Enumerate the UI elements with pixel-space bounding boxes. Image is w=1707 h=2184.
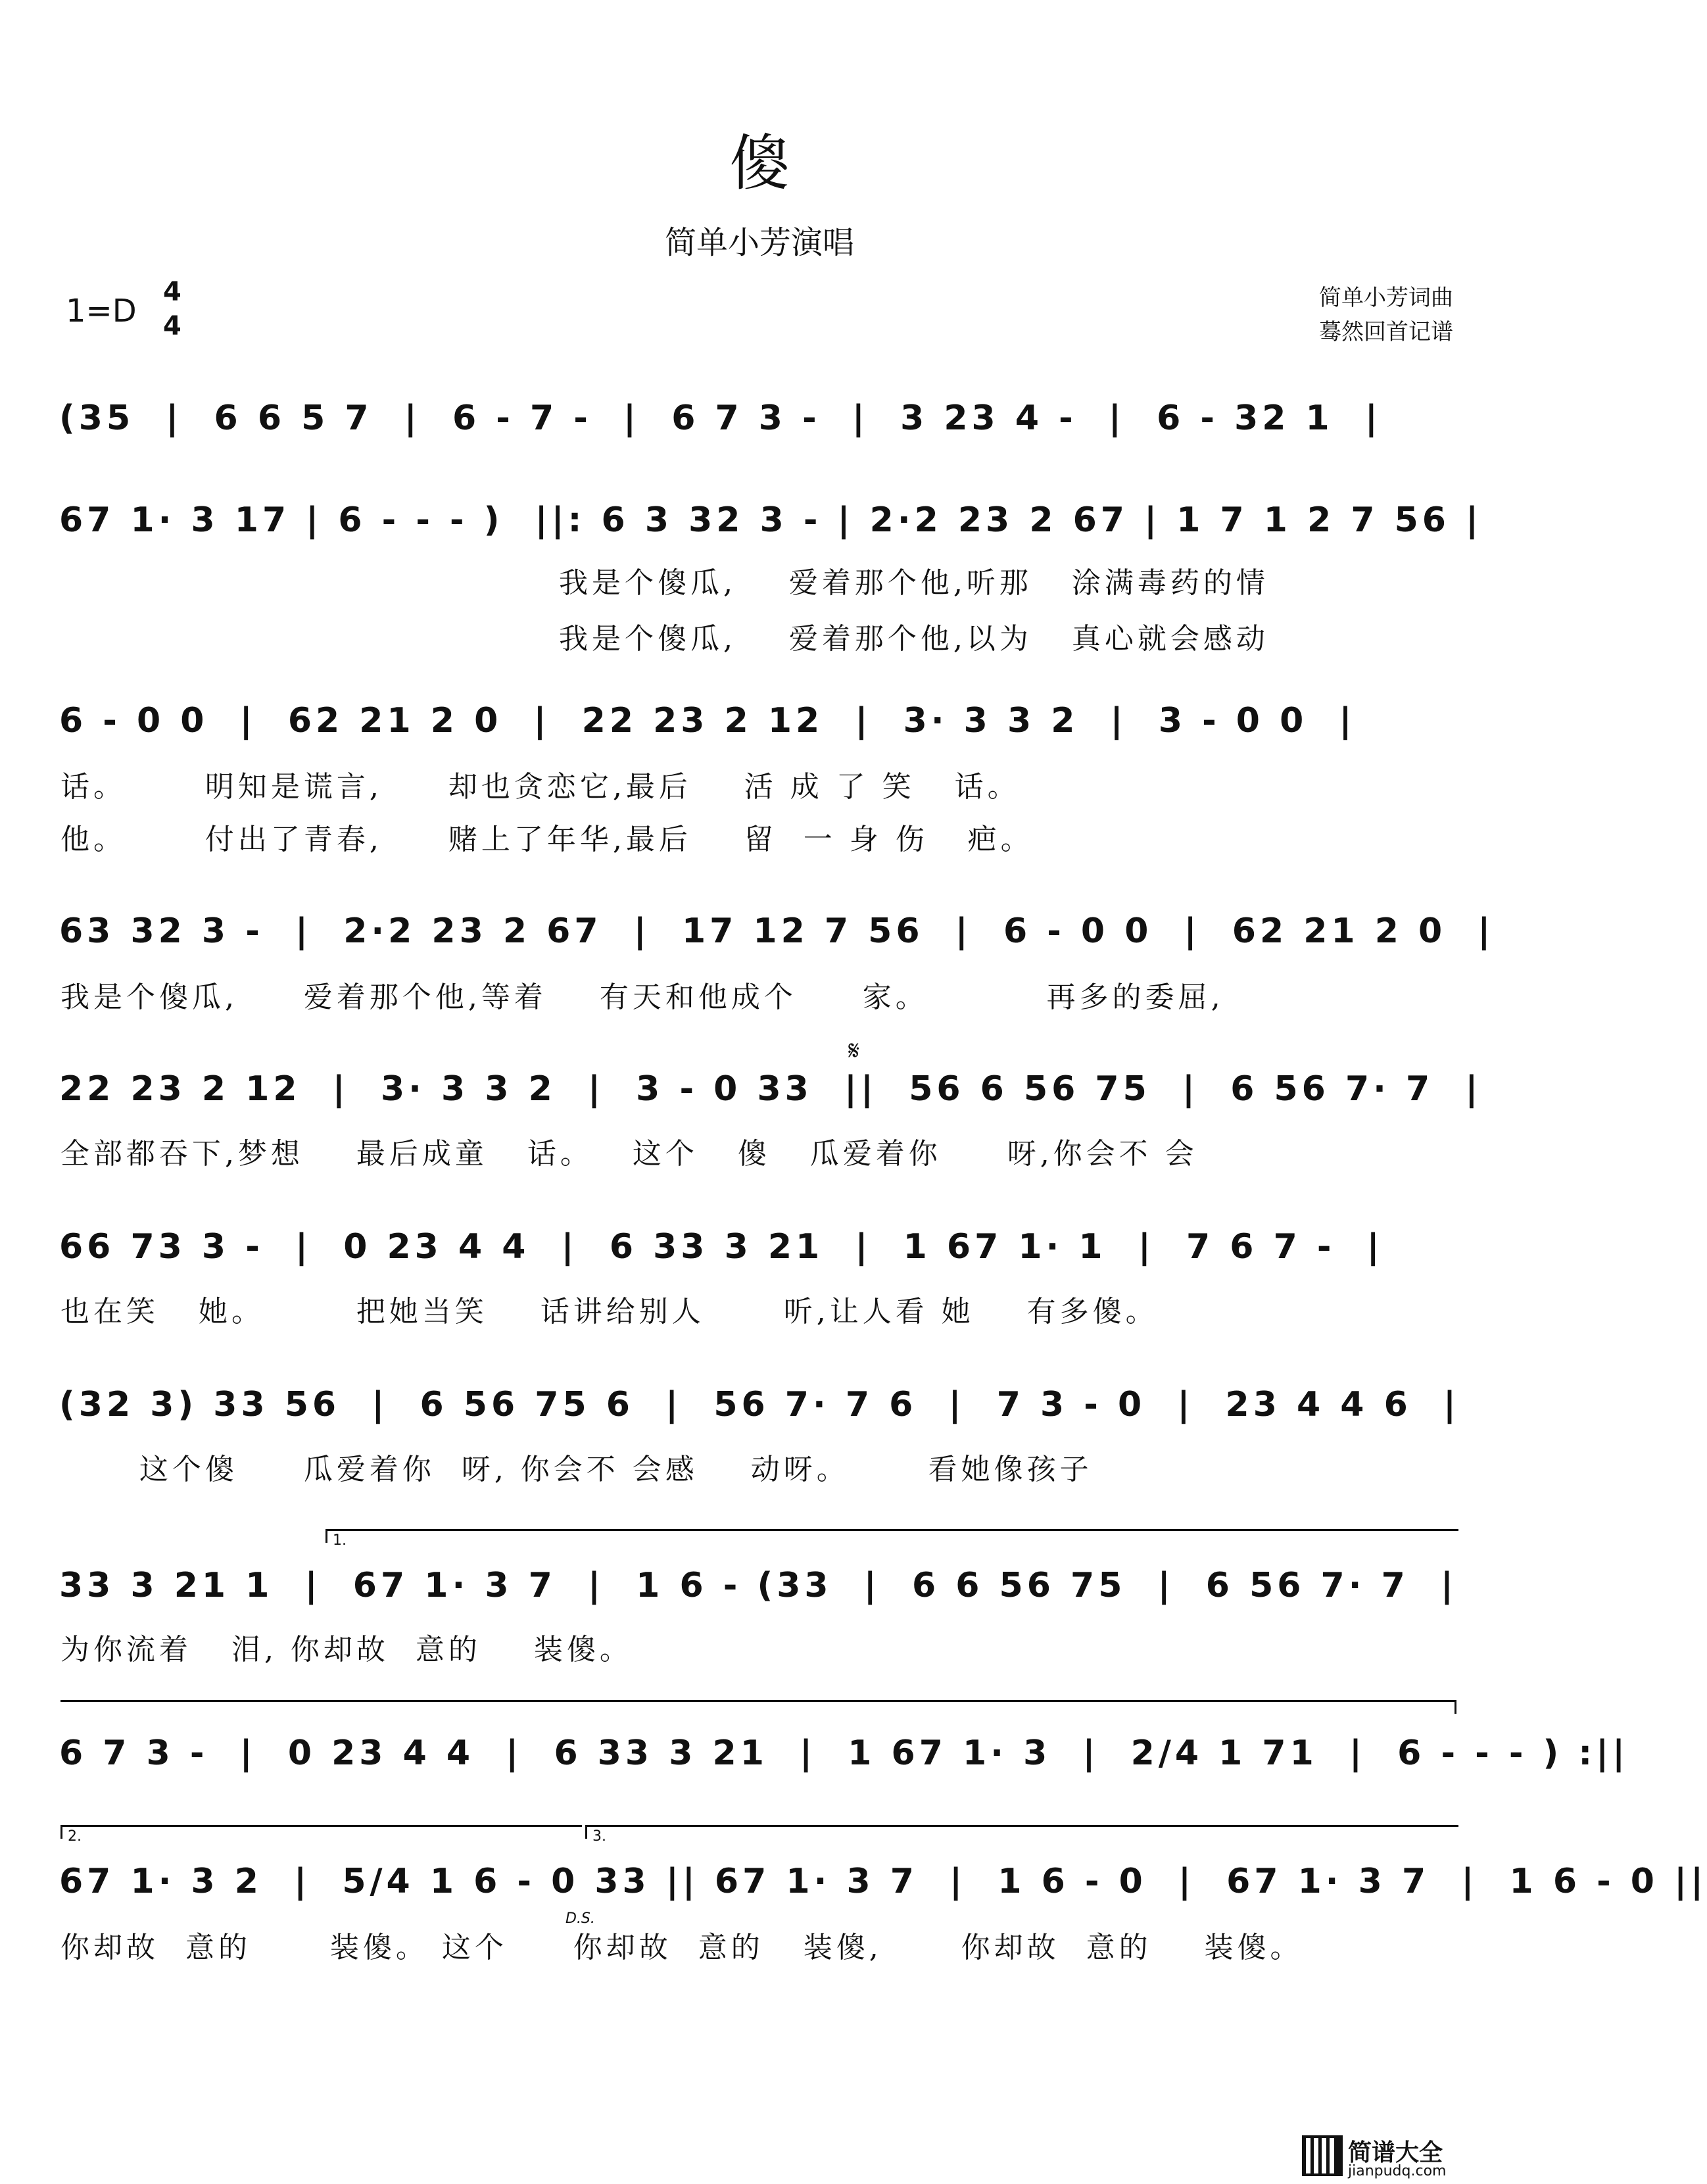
notes-line-6: 66 73 3 - | 0 23 4 4 | 6 33 3 21 | 1 67 1· 1 | 7 6 7 - | [59, 1227, 1383, 1267]
lyric-line-2a: 我是个傻瓜, 爱着那个他,听那 涂满毒药的情 [559, 566, 1269, 600]
staff-line-3 [59, 700, 1456, 741]
lyric-line-3b: 他。 付出了青春, 赌上了年华,最后 留 一 身 伤 疤。 [60, 823, 1034, 856]
lyric-line-7: 这个傻 瓜爱着你 呀, 你会不 会感 动呀。 看她像孩子 [60, 1453, 1093, 1486]
notes-line-4: 63 32 3 - | 2·2 23 2 67 | 17 12 7 56 | 6 - 0 0 | 62 21 2 0 | [59, 911, 1495, 951]
time-signature-bottom: 4 [163, 311, 181, 341]
singer-line: 简单小芳演唱 [664, 224, 854, 261]
staff-line-8 [59, 1565, 1456, 1606]
notes-line-1: (35 | 6 6 5 7 | 6 - 7 - | 6 7 3 - | 3 23 4 - | 6 - 32 1 | [59, 399, 1382, 438]
volta-3-bracket [585, 1825, 1458, 1845]
staff-line-1 [59, 398, 1456, 439]
credit-lyrics-music: 简单小芳词曲 [1319, 285, 1453, 311]
page-title: 傻 [729, 128, 790, 199]
staff-line-5 [59, 1069, 1482, 1109]
staff-line-4 [59, 911, 1495, 952]
staff-line-7 [59, 1384, 1460, 1425]
staff-line-6 [59, 1226, 1456, 1267]
credit-transcriber: 蓦然回首记谱 [1319, 319, 1453, 345]
notes-line-3: 6 - 0 0 | 62 21 2 0 | 22 23 2 12 | 3· 3 3 2 | 3 - 0 0 | [59, 701, 1356, 740]
piano-keys-icon [1302, 2135, 1343, 2176]
key-signature: 1=D [66, 293, 137, 329]
lyric-line-2b: 我是个傻瓜, 爱着那个他,以为 真心就会感动 [559, 622, 1269, 656]
logo-site: jianpudq.com [1348, 2163, 1447, 2179]
volta-2-label: 2. [68, 1828, 82, 1845]
time-signature-top: 4 [163, 277, 181, 307]
volta-1-label: 1. [333, 1532, 347, 1549]
staff-line-10 [59, 1861, 1707, 1902]
ds-mark: D.S. [565, 1910, 595, 1927]
lyric-line-10: 你却故 意的 装傻。 这个 你却故 意的 装傻, 你却故 意的 装傻。 [60, 1931, 1303, 1964]
lyric-line-6: 也在笑 她。 把她当笑 话讲给别人 听,让人看 她 有多傻。 [60, 1295, 1159, 1328]
lyric-line-4: 我是个傻瓜, 爱着那个他,等着 有天和他成个 家。 再多的委屈, [60, 981, 1224, 1014]
staff-line-2 [59, 500, 1483, 541]
notes-line-9: 6 7 3 - | 0 23 4 4 | 6 33 3 21 | 1 67 1· 3 | 2/4 1 71 | 6 - - - ) :|| [59, 1734, 1629, 1773]
volta-3-label: 3. [592, 1828, 606, 1845]
volta-1-bracket [325, 1529, 1458, 1549]
volta-1-continuation [60, 1700, 1456, 1714]
notes-line-2: 67 1· 3 17 | 6 - - - ) ||: 6 3 32 3 - | 2·2 23 2 67 | 1 7 1 2 7 56 | [59, 500, 1483, 540]
logo-name: 简谱大全 [1348, 2139, 1443, 2166]
lyric-line-5: 全部都吞下,梦想 最后成童 话。 这个 傻 瓜爱着你 呀,你会不 会 [60, 1137, 1198, 1171]
notes-line-10: 67 1· 3 2 | 5/4 1 6 - 0 33 || 67 1· 3 7 | 1 6 - 0 | 67 1· 3 7 | 1 6 - 0 || [59, 1862, 1707, 1901]
notes-line-8: 33 3 21 1 | 67 1· 3 7 | 1 6 - (33 | 6 6 56 75 | 6 56 7· 7 | [59, 1566, 1457, 1605]
time-signature [163, 275, 181, 343]
staff-line-9 [59, 1733, 1629, 1774]
volta-2-bracket [60, 1825, 582, 1845]
notes-line-5: 22 23 2 12 | 3· 3 3 2 | 3 - 0 33 || 56 6 56 75 | 6 56 7· 7 | [59, 1069, 1482, 1109]
notes-line-7: (32 3) 33 56 | 6 56 75 6 | 56 7· 7 6 | 7 3 - 0 | 23 4 4 6 | [59, 1385, 1460, 1424]
lyric-line-8: 为你流着 泪, 你却故 意的 装傻。 [60, 1633, 633, 1666]
lyric-line-3a: 话。 明知是谎言, 却也贪恋它,最后 活 成 了 笑 话。 [60, 770, 1021, 804]
segno-mark: 𝄋 [848, 1036, 860, 1066]
